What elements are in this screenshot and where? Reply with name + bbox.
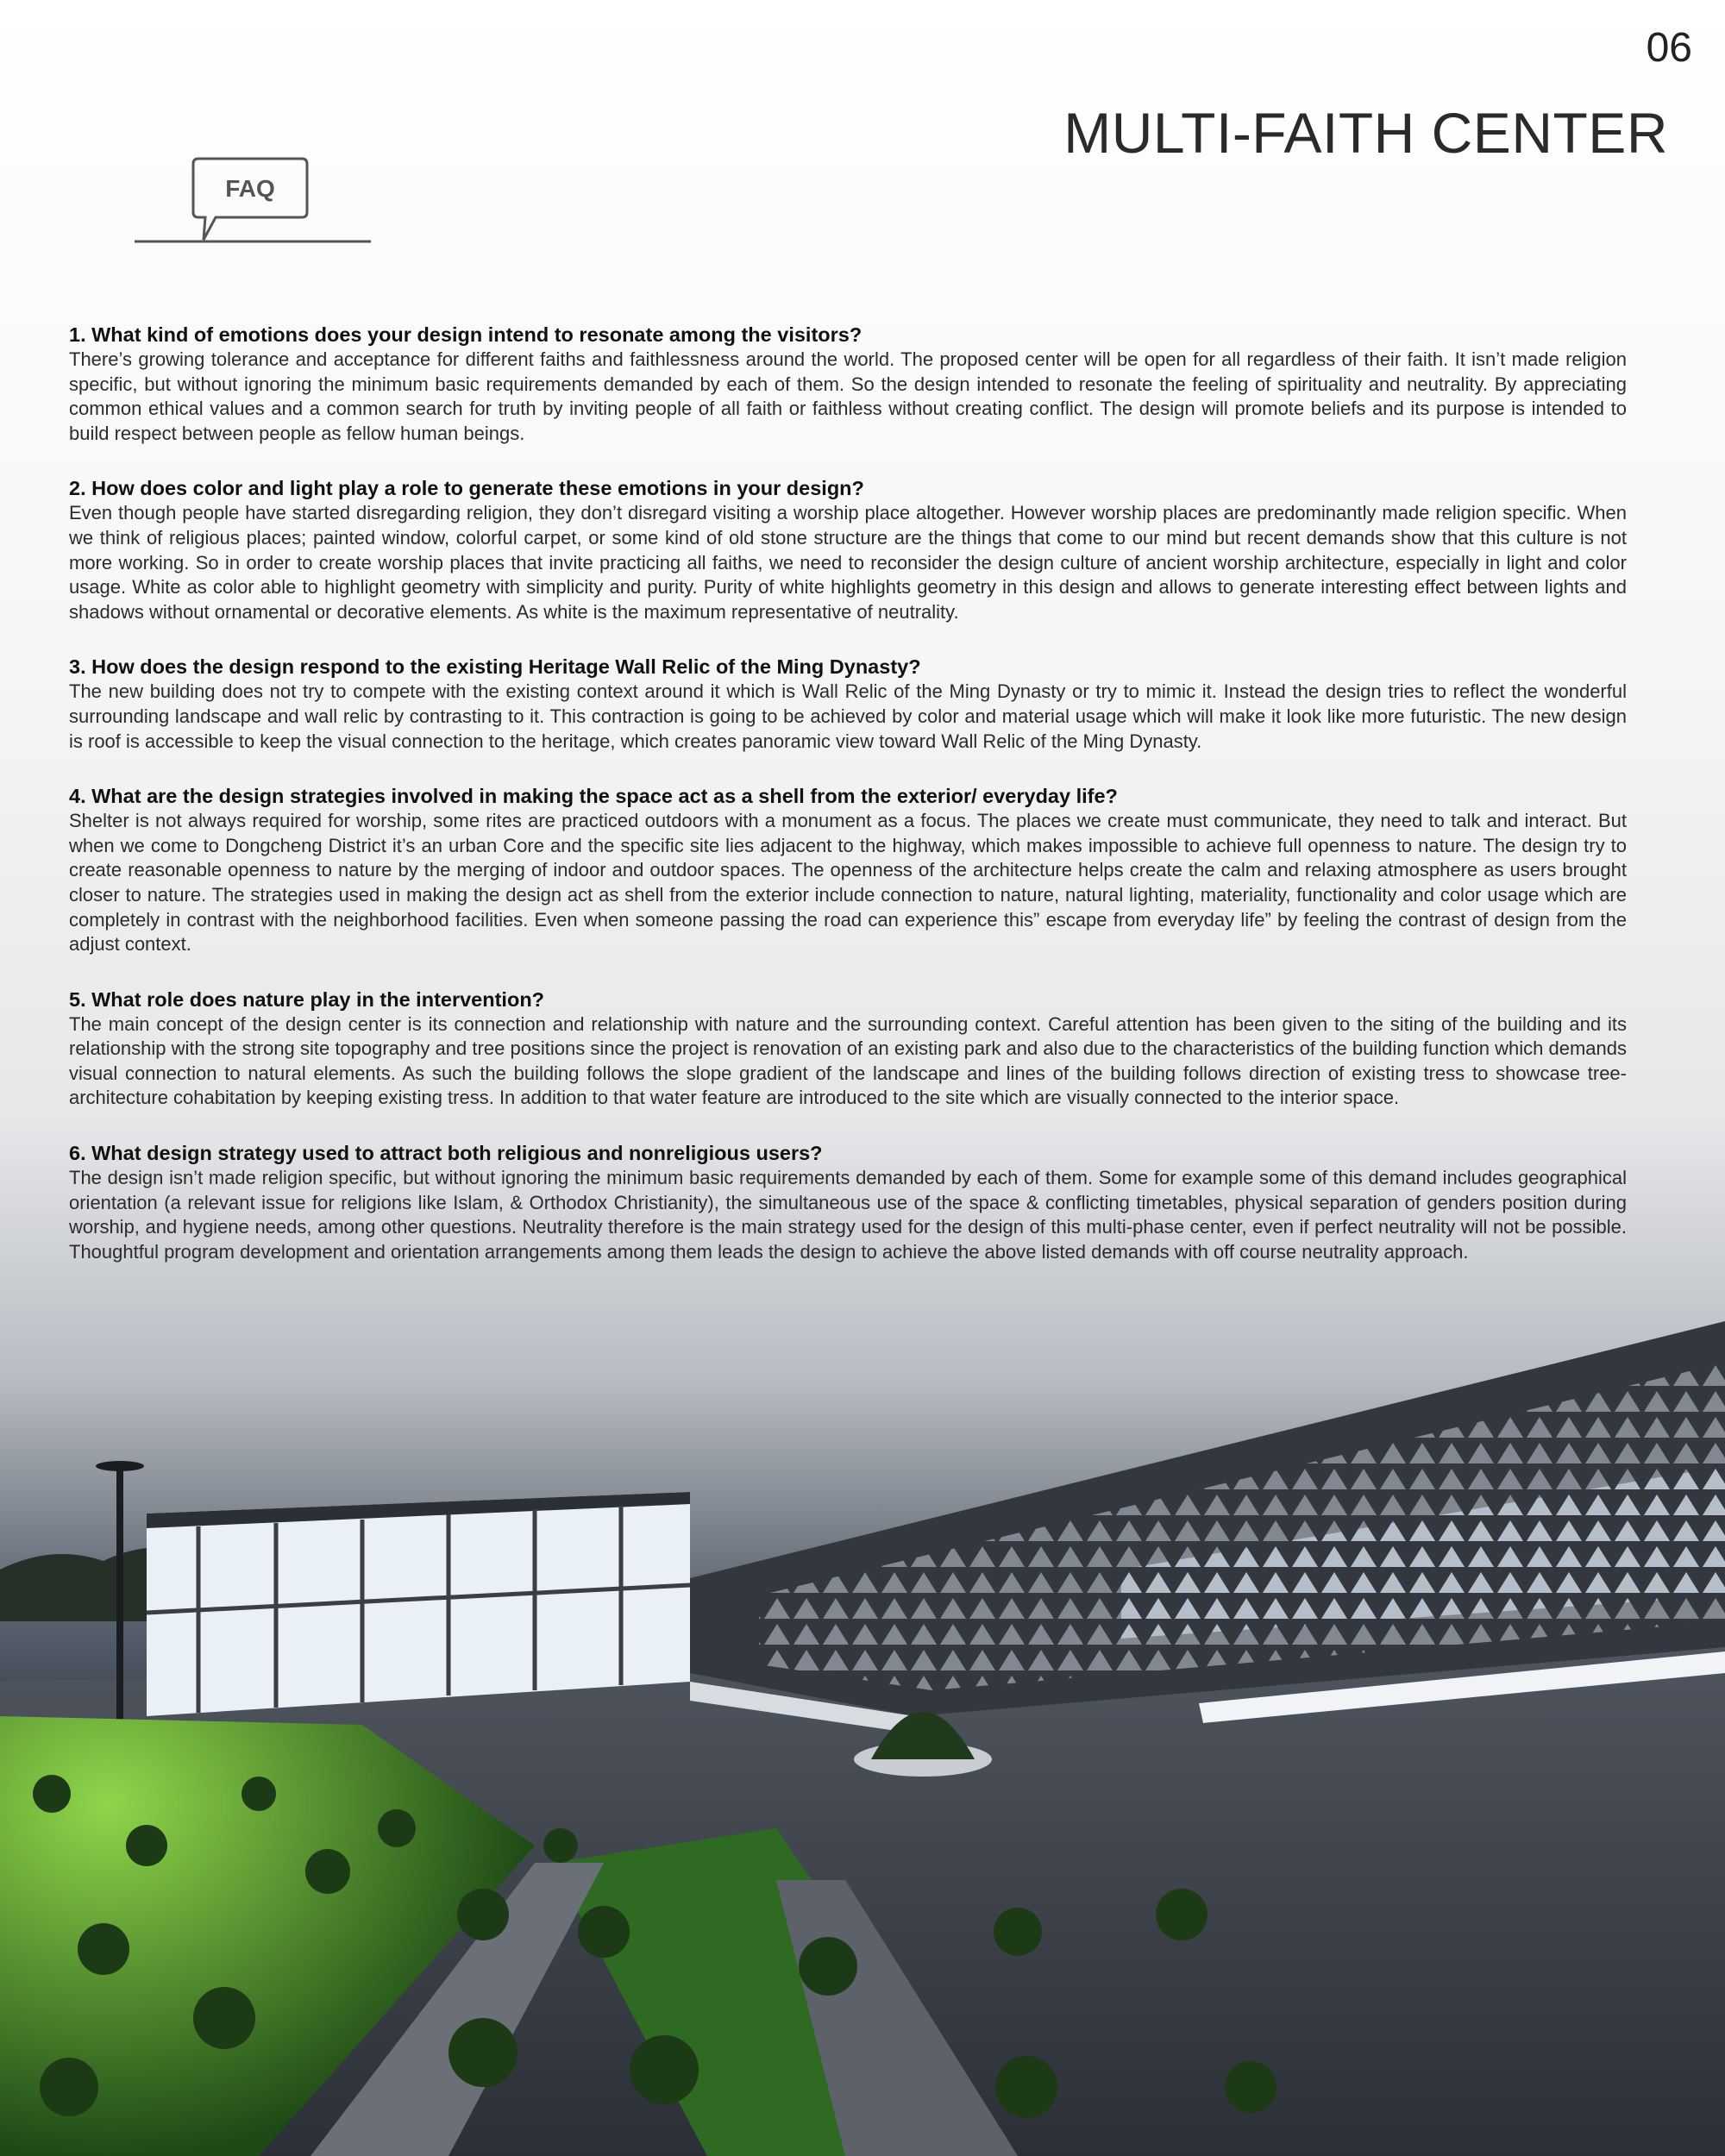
page-title: MULTI-FAITH CENTER bbox=[1063, 101, 1668, 165]
question-1: 1. What kind of emotions does your design intend to resonate among the visitors? bbox=[69, 323, 862, 346]
question-4: 4. What are the design strategies involved in making the space act as a shell from the exterior/ everyday life? bbox=[69, 785, 1118, 808]
answer-3: The new building does not try to compete with the existing context around it which is Wall Relic of the Ming Dynasty or try to mimic it. Instead the design tries to reflect the wonderful surrounding landscape and wall relic by contrasting to it. This contraction is going to be achieved by color and material usage which will make it look like more futuristic. The new design is roof is accessible to keep the visual connection to the heritage, which creates panoramic view toward Wall Relic of the Ming Dynasty. bbox=[69, 680, 1627, 752]
faq-label: FAQ bbox=[225, 175, 275, 202]
answer-1: There’s growing tolerance and acceptance for different faiths and faithlessness around the world. The proposed center will be open for all regardless of their faith. It isn’t made religion specific, but without ignoring the minimum basic requirements demanded by each of them. So the design intended to resonate the feeling of spirituality and neutrality. By appreciating common ethical values and a common search for truth by inviting people of all faith or faithless without creating conflict. The design will promote beliefs and its purpose is intended to build respect between people as fellow human beings. bbox=[69, 348, 1627, 444]
answer-6: The design isn’t made religion specific, but without ignoring the minimum basic requirements demanded by each of them. Some for example some of this demand includes geographical orientation (a relevant issue for religions like Islam, & Orthodox Christianity), the simultaneous use of the space & conflicting timetables, physical separation of genders position during worship, and hygiene needs, among other questions. Neutrality therefore is the main strategy used for the design of this multi-phase center, even if perfect neutrality will not be possible. Thoughtful program development and orientation arrangements among them leads the design to achieve the above listed demands with off course neutrality approach. bbox=[69, 1167, 1627, 1263]
question-3: 3. How does the design respond to the existing Heritage Wall Relic of the Ming Dynasty? bbox=[69, 655, 921, 679]
qa-item bbox=[69, 654, 1627, 754]
qa-item bbox=[69, 475, 1627, 624]
answer-4: Shelter is not always required for worship, some rites are practiced outdoors with a monument as a focus. The places we create must communicate, they need to talk and interact. But when we come to Dongcheng District it’s an urban Core and the specific site lies adjacent to the highway, which makes impossible to achieve full openness to nature. The design try to create reasonable openness to nature by the merging of indoor and outdoor spaces. The openness of the architecture helps create the calm and relaxing atmosphere as users brought closer to nature. The strategies used in making the design act as shell from the exterior include connection to nature, natural lighting, materiality, functionality and color usage which are completely in contrast with the neighborhood facilities. Even when someone passing the road can experience this” escape from everyday life” by feeling the contrast of design from the adjust context. bbox=[69, 810, 1627, 956]
question-2: 2. How does color and light play a role to generate these emotions in your design? bbox=[69, 477, 864, 500]
page-number: 06 bbox=[1646, 25, 1692, 71]
answer-5: The main concept of the design center is its connection and relationship with nature and the surrounding context. Careful attention has been given to the siting of the building and its relationship with the strong site topography and tree positions since the project is renovation of an existing park and also due to the characteristics of the building function which demands visual connection to natural elements. As such the building follows the slope gradient of the landscape and lines of the building follows direction of existing tress to showcase tree-architecture cohabitation by keeping existing tress. In addition to that water feature are introduced to the site which are visually connected to the interior space. bbox=[69, 1012, 1627, 1109]
qa-item bbox=[69, 1140, 1627, 1264]
faq-speech-bubble-icon bbox=[129, 155, 380, 247]
qa-item bbox=[69, 987, 1627, 1111]
qa-item bbox=[69, 322, 1627, 446]
faq-content bbox=[69, 322, 1627, 1294]
qa-item bbox=[69, 783, 1627, 957]
building-rendering-image bbox=[0, 1311, 1725, 2156]
question-5: 5. What role does nature play in the intervention? bbox=[69, 987, 545, 1011]
faq-badge bbox=[129, 155, 380, 247]
answer-2: Even though people have started disregarding religion, they don’t disregard visiting a worship place altogether. However worship places are predominantly made religion specific. When we think of religious places; painted window, colorful carpet, or some kind of old stone structure are the things that come to our mind but recent demands show that this culture is not more working. So in order to create worship places that invite practicing all faiths, we need to reconsider the design culture of ancient worship architecture, especially in light and color usage. White as color able to highlight geometry with simplicity and purity. Purity of white highlights geometry in this design and allows to generate interesting effect between lights and shadows without ornamental or decorative elements. As white is the maximum representative of neutrality. bbox=[69, 502, 1627, 623]
question-6: 6. What design strategy used to attract both religious and nonreligious users? bbox=[69, 1142, 823, 1165]
